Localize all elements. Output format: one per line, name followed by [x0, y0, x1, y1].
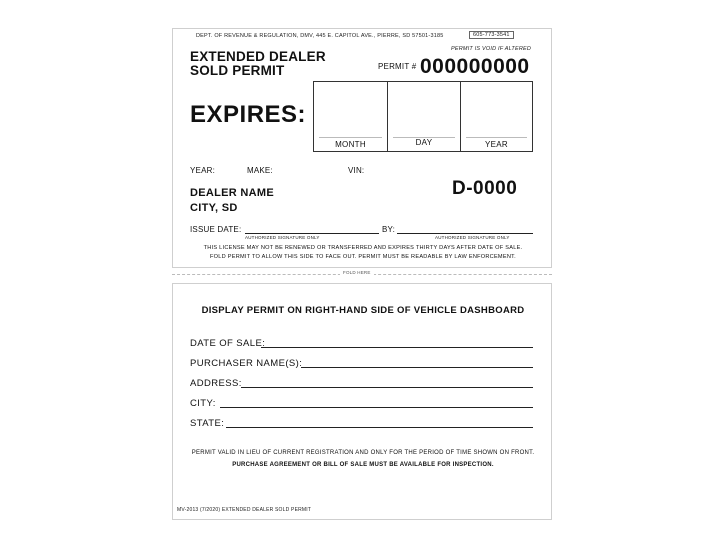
permit-title-line1: EXTENDED DEALER [190, 49, 326, 64]
front-notice-line2: FOLD PERMIT TO ALLOW THIS SIDE TO FACE OUT. PERMIT MUST BE READABLE BY LAW ENFORCEMENT. [210, 254, 516, 260]
date-of-sale-line [261, 347, 533, 348]
address-line [241, 387, 533, 388]
year-box-label: YEAR [485, 140, 508, 149]
signature-caption-right: AUTHORIZED SIGNATURE ONLY [435, 235, 510, 240]
display-instruction-heading: DISPLAY PERMIT ON RIGHT-HAND SIDE OF VEHICLE DASHBOARD [201, 305, 525, 316]
permit-number-label: PERMIT # [378, 62, 417, 71]
by-signature-line [397, 233, 533, 234]
by-label: BY: [382, 225, 396, 234]
expires-label: EXPIRES: [190, 101, 307, 128]
issue-date-line [245, 233, 379, 234]
expires-month-box [313, 81, 388, 152]
purchase-notice: PURCHASE AGREEMENT OR BILL OF SALE MUST BE AVAILABLE FOR INSPECTION. [232, 462, 494, 468]
address-label: ADDRESS: [190, 378, 242, 389]
vehicle-vin-label: VIN: [348, 166, 365, 175]
permit-title-line2: SOLD PERMIT [190, 63, 285, 78]
dealer-city: CITY, SD [190, 202, 238, 214]
dealer-number: D-0000 [452, 178, 518, 199]
day-label: DAY [415, 138, 433, 147]
front-notice-line1: THIS LICENSE MAY NOT BE RENEWED OR TRANSFERRED AND EXPIRES THIRTY DAYS AFTER DATE OF SALE. [203, 245, 523, 251]
form-id: MV-2013 (7/2020) EXTENDED DEALER SOLD PERMIT [177, 507, 312, 513]
fold-label: FOLD HERE [340, 270, 374, 275]
issue-date-label: ISSUE DATE: [190, 225, 242, 234]
state-label: STATE: [190, 418, 225, 429]
city-line [220, 407, 533, 408]
valid-notice: PERMIT VALID IN LIEU OF CURRENT REGISTRATION AND ONLY FOR THE PERIOD OF TIME SHOWN ON FRONT. [191, 450, 535, 456]
dealer-name: DEALER NAME [190, 187, 274, 199]
signature-caption-left: AUTHORIZED SIGNATURE ONLY [245, 235, 320, 240]
dept-address: DEPT. OF REVENUE & REGULATION, DMV, 445 E. CAPITOL AVE., PIERRE, SD 57501-3185 [196, 33, 444, 39]
purchaser-name-line [301, 367, 533, 368]
state-line [226, 427, 533, 428]
permit-number: 000000000 [420, 55, 530, 78]
void-notice: PERMIT IS VOID IF ALTERED [451, 46, 532, 52]
vehicle-year-label: YEAR: [190, 166, 216, 175]
date-of-sale-label: DATE OF SALE: [190, 338, 266, 349]
city-label: CITY: [190, 398, 216, 409]
purchaser-name-label: PURCHASER NAME(S): [190, 358, 303, 369]
expires-day-box [387, 81, 461, 152]
permit-front-card [172, 28, 552, 268]
expires-year-box [460, 81, 533, 152]
permit-back-card [172, 283, 552, 520]
month-label: MONTH [335, 140, 366, 149]
vehicle-make-label: MAKE: [247, 166, 273, 175]
dept-phone: 605-773-3541 [469, 31, 514, 39]
